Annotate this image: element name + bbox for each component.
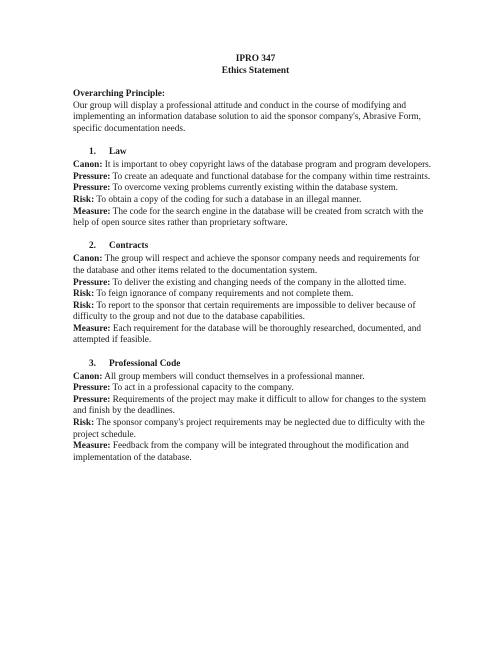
principle-heading: Overarching Principle: bbox=[73, 89, 166, 100]
entry bbox=[73, 324, 433, 347]
entry-text: To create an adequate and functional database for the company within time restraints. bbox=[110, 171, 431, 182]
entry bbox=[73, 278, 433, 290]
entry bbox=[73, 301, 433, 324]
entry bbox=[73, 395, 433, 418]
section-title: Professional Code bbox=[109, 358, 181, 369]
document-subtitle: Ethics Statement bbox=[221, 65, 290, 76]
document-title: IPRO 347 bbox=[235, 54, 276, 64]
entry-text: To obtain a copy of the coding for such a database in an illegal manner. bbox=[94, 194, 362, 205]
entry bbox=[73, 383, 433, 395]
section-number: 2. bbox=[89, 241, 96, 252]
entry-text: To overcome vexing problems currently existing within the database system. bbox=[110, 183, 398, 194]
entry-text: Feedback from the company will be integrated throughout the modification and implementation of the database. bbox=[73, 441, 409, 463]
entry-text: To deliver the existing and changing needs of the company in the allotted time. bbox=[110, 277, 407, 288]
entry-label: Pressure: bbox=[73, 171, 111, 182]
entry bbox=[73, 172, 433, 184]
entry-label: Canon: bbox=[73, 371, 103, 382]
entry-label: Measure: bbox=[73, 206, 111, 217]
entry-label: Measure: bbox=[73, 441, 111, 452]
entry bbox=[73, 289, 433, 301]
section-number: 3. bbox=[89, 358, 96, 369]
section-number: 1. bbox=[89, 147, 96, 158]
entry-text: Requirements of the project may make it difficult to allow for changes to the system and finish by the deadlines. bbox=[73, 394, 426, 417]
entry bbox=[73, 160, 433, 172]
entry bbox=[73, 441, 433, 464]
entry bbox=[73, 418, 433, 441]
entry-text: To report to the sponsor that certain requirements are impossible to deliver because of difficulty to the group and not due to the database capabilities. bbox=[73, 300, 416, 323]
entry-label: Pressure: bbox=[73, 277, 111, 288]
entry-text: To feign ignorance of company requirements and not complete them. bbox=[94, 289, 354, 300]
entry-label: Canon: bbox=[73, 254, 103, 265]
entry-label: Risk: bbox=[73, 300, 95, 311]
entry-label: Risk: bbox=[73, 418, 95, 429]
entry bbox=[73, 254, 433, 277]
title-block bbox=[78, 54, 433, 77]
entry bbox=[73, 195, 433, 207]
entry-label: Pressure: bbox=[73, 394, 111, 405]
section-heading-professional-code bbox=[73, 359, 433, 371]
entry-label: Risk: bbox=[73, 289, 95, 300]
entry-label: Canon: bbox=[73, 160, 103, 171]
entry-label: Pressure: bbox=[73, 183, 111, 194]
entry-text: The group will respect and achieve the sponsor company needs and requirements for the database and other items related to the documentation system. bbox=[73, 254, 420, 276]
section-title: Contracts bbox=[109, 241, 149, 252]
section-title: Law bbox=[109, 147, 127, 158]
entry-text: The sponsor company's project requirements may be neglected due to difficulty with the project schedule. bbox=[73, 418, 425, 440]
entry-text: All group members will conduct themselves in a professional manner. bbox=[102, 371, 365, 382]
entry bbox=[73, 372, 433, 384]
entry-label: Risk: bbox=[73, 194, 95, 205]
entry-label: Pressure: bbox=[73, 383, 111, 394]
entry-text: Each requirement for the database will be thoroughly researched, documented, and attempted if feasible. bbox=[73, 323, 422, 346]
document-content bbox=[73, 54, 433, 464]
entry bbox=[73, 207, 433, 230]
section-heading-contracts bbox=[73, 241, 433, 253]
entry-text: It is important to obey copyright laws of the database program and program developers. bbox=[102, 160, 432, 171]
entry-text: To act in a professional capacity to the company. bbox=[110, 383, 294, 394]
principle-text: Our group will display a professional attitude and conduct in the course of modifying and implementing an information database solution to aid the sponsor company's, Abrasive Form, specific documentation needs. bbox=[73, 100, 421, 134]
entry bbox=[73, 183, 433, 195]
section-heading-law bbox=[73, 147, 433, 159]
entry-label: Measure: bbox=[73, 323, 111, 334]
entry-text: The code for the search engine in the database will be created from scratch with the help of open source sites rather than proprietary software. bbox=[73, 206, 424, 229]
